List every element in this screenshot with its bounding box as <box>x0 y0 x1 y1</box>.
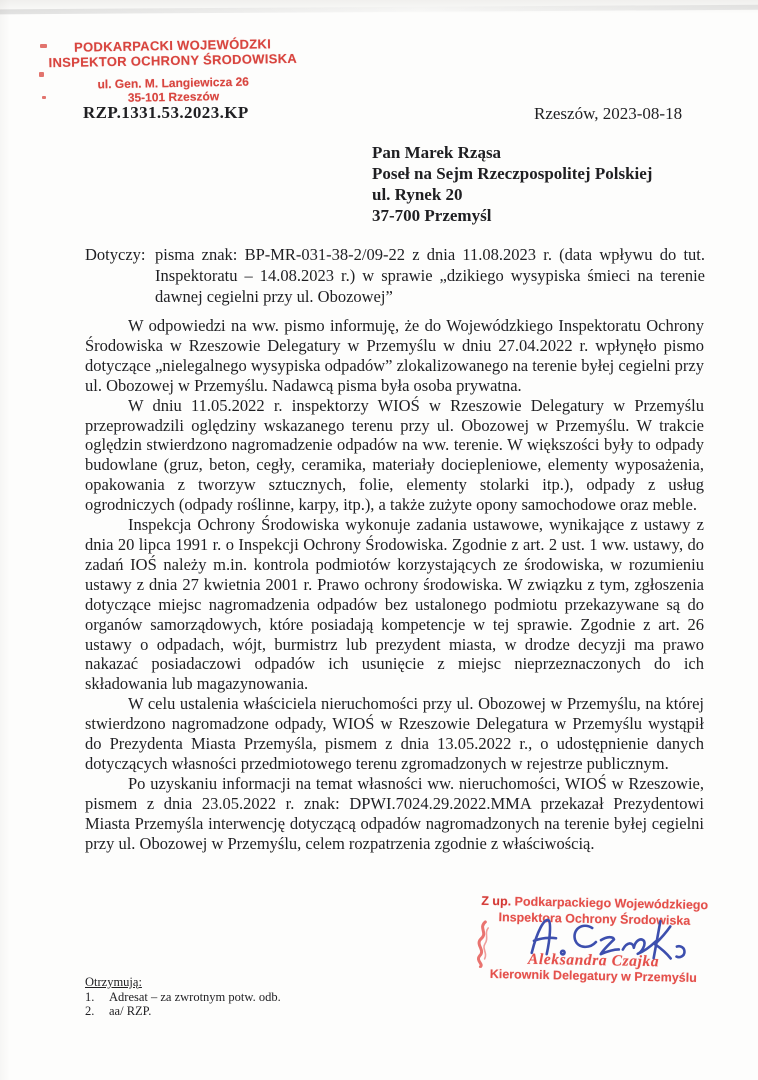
recipient-city: 37-700 Przemyśl <box>372 206 492 225</box>
signature-stamp-block <box>467 894 721 987</box>
body-paragraph: Inspekcja Ochrony Środowiska wykonuje zadania ustawowe, wynikające z ustawy z dnia 20 lipca 1991 r. o Inspekcji Ochrony Środowiska. Zgodnie z art. 2 ust. 1 ww. ustawy, do zadań IOŚ należy m.in. kontrola podmiotów korzystających ze środowiska, w rozumieniu ustawy z dnia 27 kwietnia 2001 r. Prawo ochrony środowiska. W związku z tym, zgłoszenia dotyczące miejsc nagromadzenia odpadów bez ustalonego podmiotu przekazywane są do organów samorządowych, które posiadają kompetencje w tej sprawie. Zgodnie z art. 26 ustawy o odpadach, wójt, burmistrz lub prezydent miasta, w drodze decyzji ma prawo nakazać posiadaczowi odpadów ich usunięcie z miejsc nieprzeznaczonych do ich składowania lub magazynowania. <box>85 515 704 694</box>
body-paragraph: W celu ustalenia właściciela nieruchomości przy ul. Obozowej w Przemyślu, na której stwierdzono nagromadzone odpady, WIOŚ w Rzeszowie Delegatura w Przemyślu wystąpił do Prezydenta Miasta Przemyśla, pismem z dnia 13.05.2022 r., o udostępnienie danych dotyczących własności przedmiotowego terenu zgromadzonych w rejestrze publicznym. <box>85 694 704 773</box>
distribution-item <box>85 1004 281 1019</box>
sender-city: 35-101 Rzeszów <box>127 88 220 105</box>
sender-stamp <box>47 36 298 106</box>
scan-edge-artifact <box>0 5 758 15</box>
signature-stamp-line1-rest: Podkarpackiego Wojewódzkiego <box>510 894 709 913</box>
stamp-ornament-icon <box>473 920 494 968</box>
recipient-role: Poseł na Sejm Rzeczpospolitej Polskiej <box>372 164 653 183</box>
signature-stamp-intro: Z up. <box>481 893 512 909</box>
sender-org-line2: INSPEKTOR OCHRONY ŚRODOWISKA <box>48 50 298 71</box>
reference-number: RZP.1331.53.2023.KP <box>83 103 249 122</box>
subject-text: pisma znak: BP-MR-031-38-2/09-22 z dnia 11.08.2023 r. (data wpływu do tut. Inspektoratu – 14.08.2023 r.) w sprawie „dzikiego wysypiska śmieci na terenie dawnej cegielni przy ul. Obozowej” <box>155 245 705 307</box>
signer-name: Aleksandra Czajka <box>527 950 660 971</box>
distribution-item-number: 2. <box>85 1004 95 1018</box>
stamp-ink-speck <box>42 96 46 99</box>
recipient-name: Pan Marek Rząsa <box>372 143 502 162</box>
distribution-heading: Otrzymują: <box>85 975 142 989</box>
signature-stamp-line2: Inspektora Ochrony Środowiska <box>498 909 691 928</box>
body-paragraph: W dniu 11.05.2022 r. inspektorzy WIOŚ w Rzeszowie Delegatury w Przemyślu przeprowadzili oględziny wskazanego terenu przy ul. Obozowej w Przemyślu. W trakcie oględzin stwierdzono nagromadzenie odpadów na ww. terenie. W większości były to odpady budowlane (gruz, beton, cegły, ceramika, materiały dociepleniowe, elementy wyposażenia, opakowania z tworzyw sztucznych, folie, elementy stolarki itp.), odpady z usług ogrodniczych (odpady roślinne, karpy, itp.), a także zużyte opony samochodowe oraz meble. <box>85 395 704 515</box>
sender-org-line1: PODKARPACKI WOJEWÓDZKI <box>73 36 272 55</box>
subject-line <box>85 244 705 308</box>
recipient-address-block <box>372 142 652 226</box>
distribution-item <box>85 990 281 1005</box>
distribution-item-text: Adresat – za zwrotnym potw. odb. <box>109 989 281 1004</box>
letter-body <box>85 316 704 853</box>
distribution-item-number: 1. <box>85 989 95 1004</box>
subject-label: Dotyczy: <box>85 245 146 264</box>
sender-street: ul. Gen. M. Langiewicza 26 <box>97 74 250 92</box>
recipient-street: ul. Rynek 20 <box>372 185 463 204</box>
body-paragraph: W odpowiedzi na ww. pismo informuję, że do Wojewódzkiego Inspektoratu Ochrony Środowiska w Rzeszowie Delegatury w Przemyślu w dniu 27.04.2022 r. wpłynęło pismo dotyczące „nielegalnego wysypiska odpadów” zlokalizowanego na terenie byłej cegielni przy ul. Obozowej w Przemyślu. Nadawcą pisma była osoba prywatna. <box>85 316 704 395</box>
signer-title: Kierownik Delegatury w Przemyślu <box>489 967 697 985</box>
stamp-ink-speck <box>39 72 44 77</box>
distribution-list <box>85 975 281 1019</box>
body-paragraph: Po uzyskaniu informacji na temat własności ww. nieruchomości, WIOŚ w Rzeszowie, pismem z dnia 23.05.2022 r. znak: DPWI.7024.29.2022.MMA przekazał Prezydentowi Miasta Przemyśla interwencję dotyczącą odpadów nagromadzonych na terenie byłej cegielni przy ul. Obozowej w Przemyślu, celem rozpatrzenia zgodnie z właściwością. <box>85 773 704 853</box>
place-and-date: Rzeszów, 2023-08-18 <box>534 104 683 123</box>
distribution-item-text: aa/ RZP. <box>109 1004 152 1018</box>
stamp-ink-speck <box>40 44 47 48</box>
